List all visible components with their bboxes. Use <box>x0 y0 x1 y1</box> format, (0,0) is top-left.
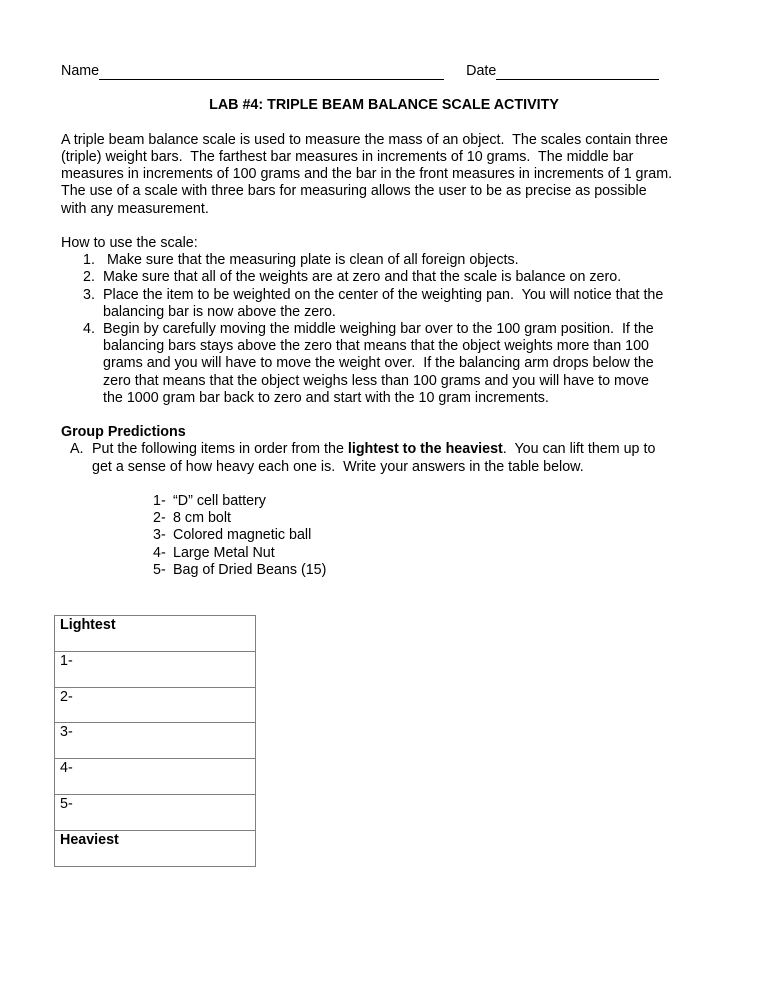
item-label: “D” cell battery <box>173 492 266 509</box>
intro-line-5: with any measurement. <box>61 200 209 217</box>
howto-heading: How to use the scale: <box>61 234 198 251</box>
step-text <box>103 252 519 269</box>
step-line: Make sure that the measuring plate is clean of all foreign objects. <box>103 252 519 269</box>
step-line: Place the item to be weighted on the center of the weighting pan. You will notice that the <box>103 286 664 303</box>
table-row <box>55 651 256 687</box>
name-label: Name <box>61 62 100 79</box>
item-number: 3- <box>153 527 166 544</box>
step-line: grams and you will have to move the weight over. If the balancing arm drops below the <box>103 355 654 372</box>
item-number: 1- <box>153 492 166 509</box>
howto-step-4 <box>61 321 707 407</box>
page-title: LAB #4: TRIPLE BEAM BALANCE SCALE ACTIVITY <box>209 97 559 114</box>
step-number: 4. <box>83 320 95 337</box>
step-number: 3. <box>83 286 95 303</box>
name-input-line[interactable] <box>99 79 444 80</box>
step-text <box>103 287 663 321</box>
instruction-text: . You can lift them up to <box>502 441 656 458</box>
intro-line-4: The use of a scale with three bars for measuring allows the user to be as precise as possible <box>61 183 647 200</box>
predictions-table <box>54 615 256 867</box>
step-text <box>103 321 654 407</box>
howto-step-2 <box>61 269 707 286</box>
date-input-line[interactable] <box>496 79 659 80</box>
date-label: Date <box>466 62 497 79</box>
item-number: 2- <box>153 510 166 527</box>
table-header-heaviest: Heaviest <box>55 830 256 866</box>
table-row <box>55 794 256 830</box>
items-list <box>153 493 707 579</box>
list-item-4 <box>153 545 707 562</box>
item-text <box>92 441 655 475</box>
step-line: zero that means that the object weighs less than 100 grams and you will have to move <box>103 372 649 389</box>
item-label: Colored magnetic ball <box>173 527 312 544</box>
table-header-lightest: Lightest <box>55 616 256 652</box>
step-line: Begin by carefully moving the middle weighing bar over to the 100 gram position. If the <box>103 320 654 337</box>
intro-paragraph <box>61 132 707 218</box>
predictions-heading: Group Predictions <box>61 424 186 441</box>
prediction-line-2: get a sense of how heavy each one is. Write your answers in the table below. <box>92 458 584 475</box>
prediction-line-1 <box>92 441 655 458</box>
table-row <box>55 759 256 795</box>
answer-cell-4[interactable]: 4- <box>55 759 256 795</box>
list-item-2 <box>153 510 707 527</box>
step-number: 2. <box>83 269 95 286</box>
item-letter: A. <box>70 441 84 458</box>
step-line: the 1000 gram bar back to zero and start with the 10 gram increments. <box>103 389 549 406</box>
item-label: Large Metal Nut <box>173 544 275 561</box>
answer-cell-1[interactable]: 1- <box>55 651 256 687</box>
instruction-text: Put the following items in order from the <box>92 441 348 458</box>
list-item-3 <box>153 527 707 544</box>
answer-cell-2[interactable]: 2- <box>55 687 256 723</box>
name-date-row <box>61 63 707 80</box>
item-label: Bag of Dried Beans (15) <box>173 561 327 578</box>
step-line: balancing bars stays above the zero that means that the object weights more than 100 <box>103 338 649 355</box>
intro-line-1: A triple beam balance scale is used to measure the mass of an object. The scales contain three <box>61 131 668 148</box>
table-row <box>55 687 256 723</box>
step-line: Make sure that all of the weights are at zero and that the scale is balance on zero. <box>103 269 622 286</box>
intro-line-2: (triple) weight bars. The farthest bar measures in increments of 10 grams. The middle bar <box>61 148 634 165</box>
prediction-item-a <box>61 441 707 475</box>
item-number: 5- <box>153 561 166 578</box>
howto-step-3 <box>61 287 707 321</box>
answer-cell-3[interactable]: 3- <box>55 723 256 759</box>
instruction-bold-text: lightest to the heaviest <box>347 441 503 458</box>
howto-steps <box>61 252 707 407</box>
table-row <box>55 830 256 866</box>
list-item-5 <box>153 562 707 579</box>
table-row <box>55 723 256 759</box>
step-line: balancing bar is now above the zero. <box>103 303 336 320</box>
item-number: 4- <box>153 544 166 561</box>
item-label: 8 cm bolt <box>173 510 232 527</box>
step-text <box>103 269 621 286</box>
list-item-1 <box>153 493 707 510</box>
howto-step-1 <box>61 252 707 269</box>
table-row <box>55 616 256 652</box>
intro-line-3: measures in increments of 100 grams and the bar in the front measures in increments of 1 gram. <box>61 166 673 183</box>
step-number: 1. <box>83 252 95 269</box>
answer-cell-5[interactable]: 5- <box>55 794 256 830</box>
